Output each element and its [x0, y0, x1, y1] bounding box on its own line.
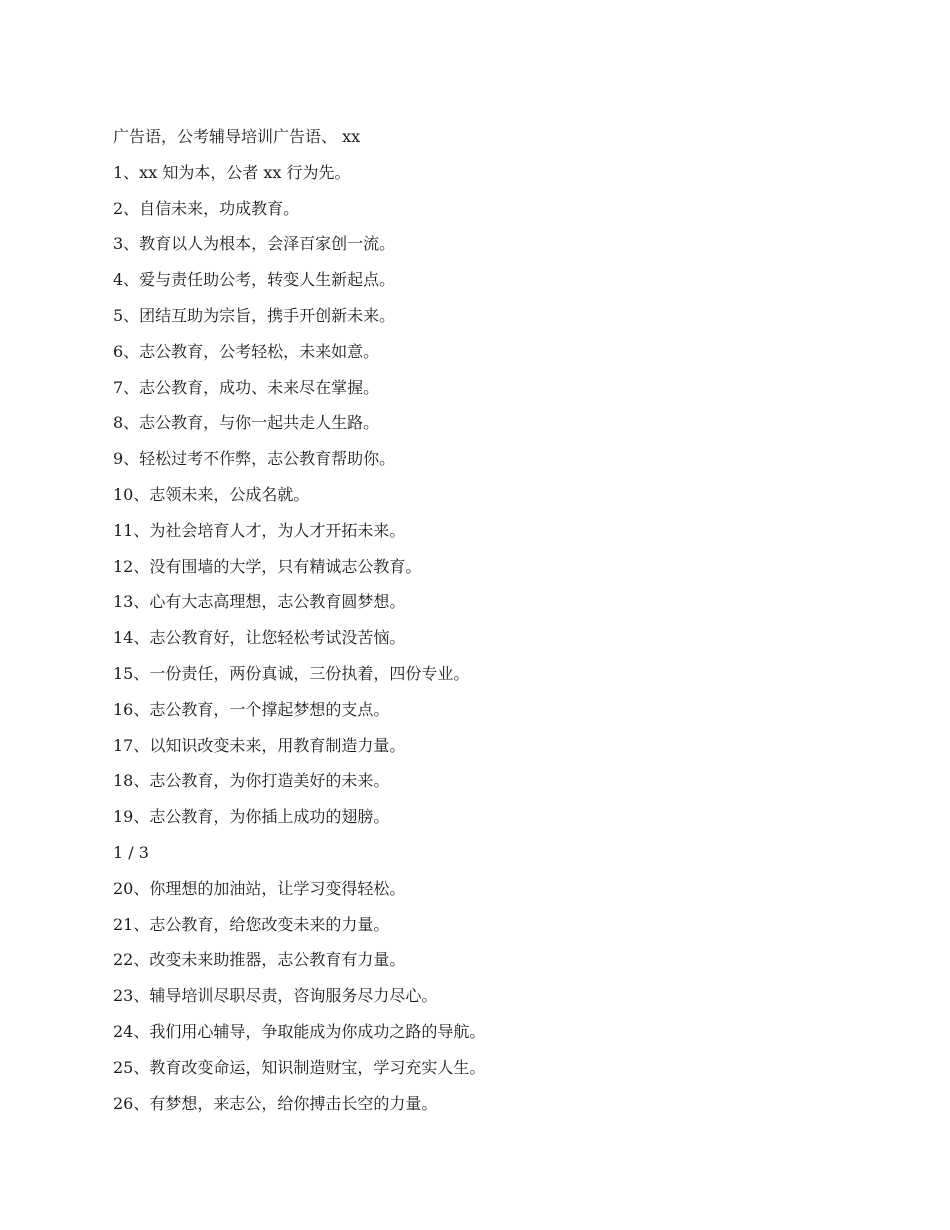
slogan-item: 18、志公教育，为你打造美好的未来。: [113, 771, 390, 791]
slogan-item: 4、爱与责任助公考，转变人生新起点。: [113, 270, 396, 290]
slogan-item: 3、教育以人为根本，会泽百家创一流。: [113, 234, 396, 254]
slogan-list-part2: [113, 875, 873, 1126]
slogan-item: 23、辅导培训尽职尽责，咨询服务尽力尽心。: [113, 986, 438, 1006]
slogan-item: 1、xx 知为本，公者 xx 行为先。: [113, 162, 351, 182]
slogan-item: 19、志公教育，为你插上成功的翅膀。: [113, 807, 390, 827]
document-title: 广告语，公考辅导培训广告语、 xx: [113, 127, 361, 146]
slogan-item: 10、志领未来，公成名就。: [113, 484, 310, 504]
slogan-item: 21、志公教育，给您改变未来的力量。: [113, 914, 390, 934]
page-number: 1 / 3: [113, 842, 149, 862]
slogan-item: 9、轻松过考不作弊，志公教育帮助你。: [113, 449, 396, 469]
slogan-item: 5、团结互助为宗旨，携手开创新未来。: [113, 305, 396, 325]
slogan-item: 11、为社会培育人才，为人才开拓未来。: [113, 520, 406, 540]
slogan-item: 2、自信未来，功成教育。: [113, 198, 300, 218]
slogan-item: 6、志公教育，公考轻松，未来如意。: [113, 341, 380, 361]
slogan-item: 12、没有围墙的大学，只有精诚志公教育。: [113, 556, 422, 576]
slogan-item: 22、改变未来助推器，志公教育有力量。: [113, 950, 406, 970]
slogan-item: 26、有梦想，来志公，给你搏击长空的力量。: [113, 1093, 438, 1113]
slogan-list-part1: [113, 159, 873, 839]
slogan-item: 8、志公教育，与你一起共走人生路。: [113, 413, 380, 433]
document-body: [113, 123, 873, 1125]
slogan-item: 24、我们用心辅导，争取能成为你成功之路的导航。: [113, 1021, 486, 1041]
slogan-item: 16、志公教育，一个撑起梦想的支点。: [113, 699, 390, 719]
slogan-item: 17、以知识改变未来，用教育制造力量。: [113, 735, 406, 755]
slogan-item: 7、志公教育，成功、未来尽在掌握。: [113, 377, 380, 397]
slogan-item: 25、教育改变命运，知识制造财宝，学习充实人生。: [113, 1057, 486, 1077]
slogan-item: 15、一份责任，两份真诚，三份执着，四份专业。: [113, 663, 470, 683]
slogan-item: 20、你理想的加油站，让学习变得轻松。: [113, 878, 406, 898]
slogan-item: 13、心有大志高理想，志公教育圆梦想。: [113, 592, 406, 612]
slogan-item: 14、志公教育好，让您轻松考试没苦恼。: [113, 628, 406, 648]
